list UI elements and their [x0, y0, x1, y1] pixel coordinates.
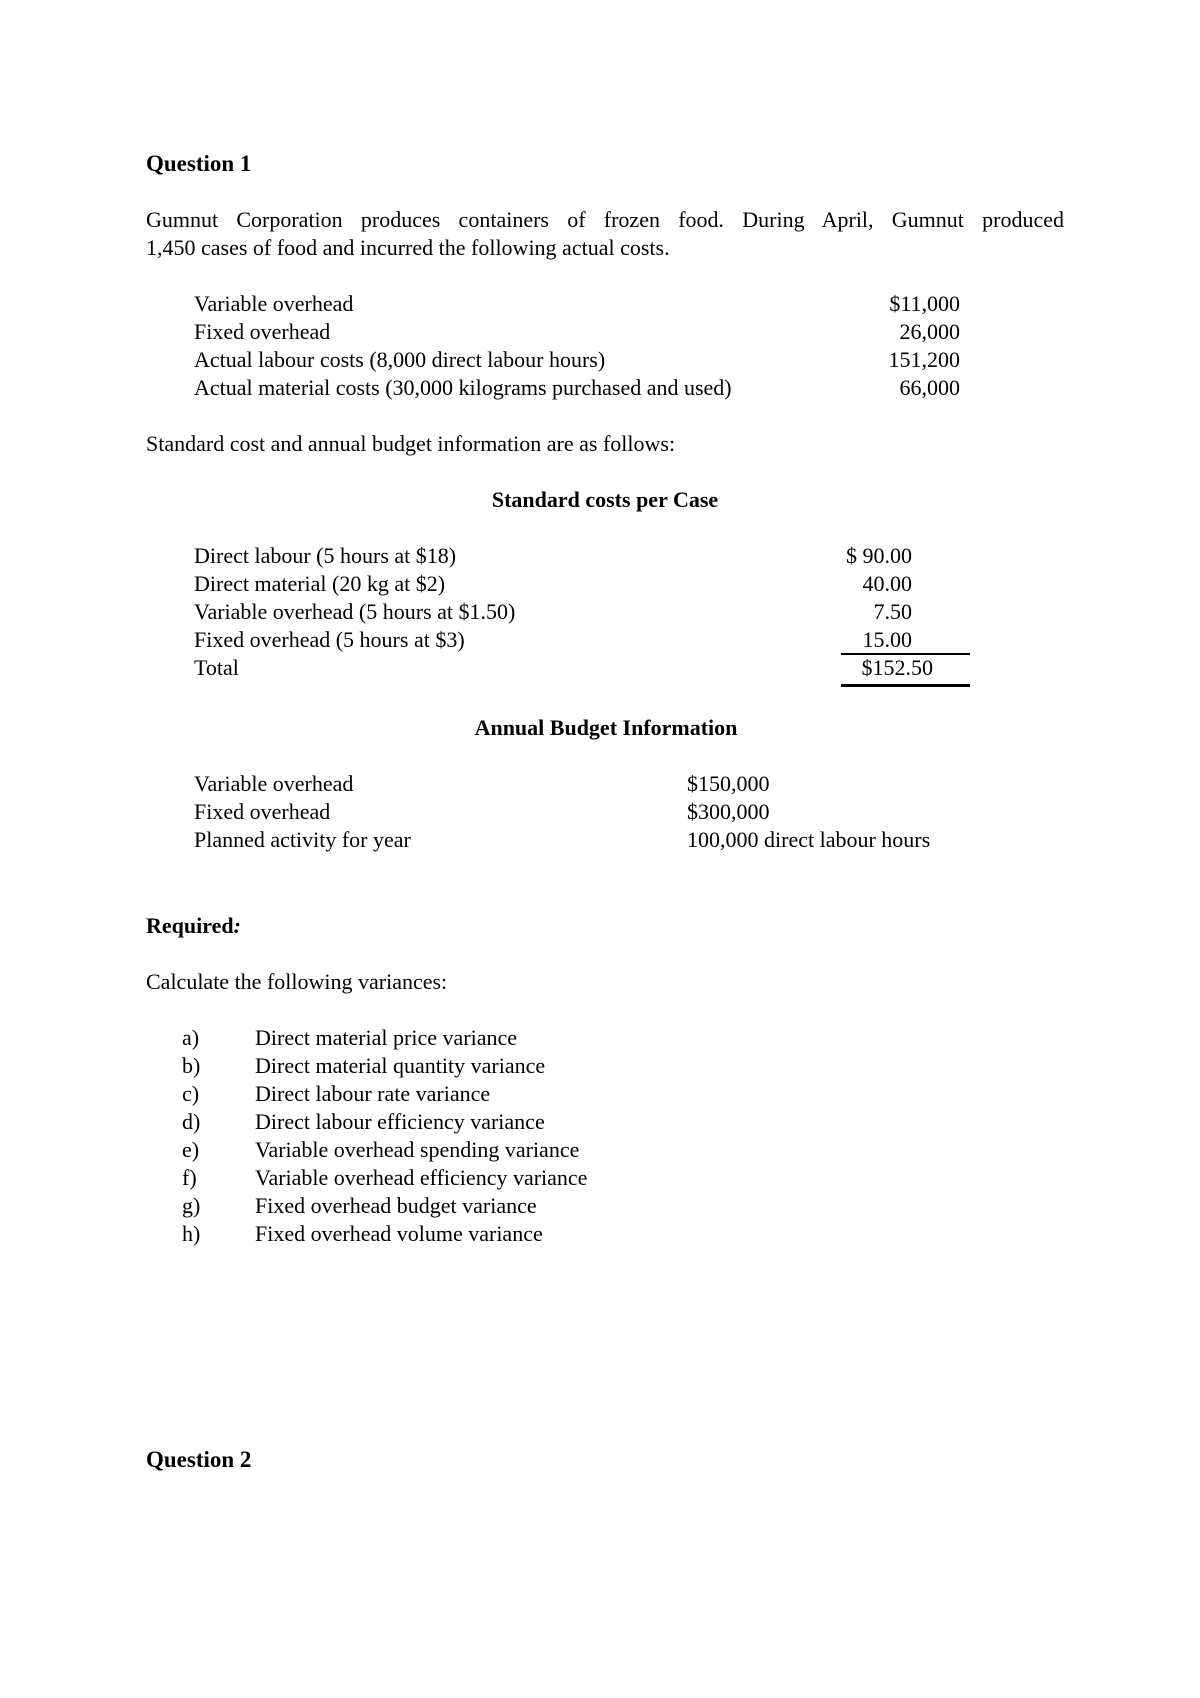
list-item: Variable overhead spending variance [255, 1137, 580, 1162]
annual-budget-title: Annual Budget Information [474, 715, 738, 740]
budget-label: Variable overhead [194, 771, 354, 796]
list-item: Fixed overhead volume variance [255, 1221, 543, 1246]
list-item: Direct material quantity variance [255, 1053, 546, 1078]
list-item-letter: c) [182, 1081, 200, 1106]
list-item-letter: e) [182, 1137, 200, 1162]
list-item: Direct labour rate variance [255, 1081, 491, 1106]
standard-cost-value: 15.00 [862, 627, 912, 652]
list-item: Direct material price variance [255, 1025, 518, 1050]
standard-total-label: Total [194, 655, 239, 680]
required-heading [146, 912, 241, 940]
standard-costs-title: Standard costs per Case [491, 487, 719, 512]
budget-value: $300,000 [687, 799, 770, 824]
actual-cost-value: $11,000 [889, 291, 960, 316]
standard-total-value: $152.50 [861, 655, 933, 680]
standard-cost-label: Direct labour (5 hours at $18) [194, 543, 457, 568]
intro-line-2: 1,450 cases of food and incurred the following actual costs. [146, 235, 670, 260]
actual-cost-value: 26,000 [899, 319, 960, 344]
budget-value: 100,000 direct labour hours [687, 827, 931, 852]
list-item-letter: b) [182, 1053, 201, 1078]
standard-cost-label: Variable overhead (5 hours at $1.50) [194, 599, 516, 624]
total-double-rule [841, 684, 970, 687]
list-item-letter: a) [182, 1025, 200, 1050]
standard-cost-value: $ 90.00 [846, 543, 912, 568]
actual-cost-value: 151,200 [888, 347, 960, 372]
list-item-letter: g) [182, 1193, 201, 1218]
actual-cost-label: Fixed overhead [194, 319, 331, 344]
list-item: Direct labour efficiency variance [255, 1109, 545, 1134]
question-2-title: Question 2 [146, 1447, 252, 1472]
standard-cost-label: Direct material (20 kg at $2) [194, 571, 446, 596]
actual-cost-label: Variable overhead [194, 291, 354, 316]
required-label: Required [146, 913, 234, 938]
intro-line-1: Gumnut Corporation produces containers of frozen food. During April, Gumnut produced [146, 207, 1064, 232]
list-item-letter: h) [182, 1221, 201, 1246]
required-colon: : [233, 913, 241, 938]
standard-intro: Standard cost and annual budget information are as follows: [146, 431, 676, 456]
question-1-title: Question 1 [146, 151, 252, 176]
list-item-letter: d) [182, 1109, 201, 1134]
budget-value: $150,000 [687, 771, 770, 796]
list-item: Fixed overhead budget variance [255, 1193, 537, 1218]
actual-cost-label: Actual labour costs (8,000 direct labour hours) [194, 347, 606, 372]
list-item-letter: f) [182, 1165, 197, 1190]
actual-cost-value: 66,000 [899, 375, 960, 400]
calculate-text: Calculate the following variances: [146, 969, 448, 994]
actual-cost-label: Actual material costs (30,000 kilograms purchased and used) [194, 375, 732, 400]
budget-label: Fixed overhead [194, 799, 331, 824]
standard-cost-value: 7.50 [873, 599, 912, 624]
standard-cost-value: 40.00 [862, 571, 912, 596]
standard-cost-label: Fixed overhead (5 hours at $3) [194, 627, 465, 652]
list-item: Variable overhead efficiency variance [255, 1165, 588, 1190]
budget-label: Planned activity for year [194, 827, 411, 852]
